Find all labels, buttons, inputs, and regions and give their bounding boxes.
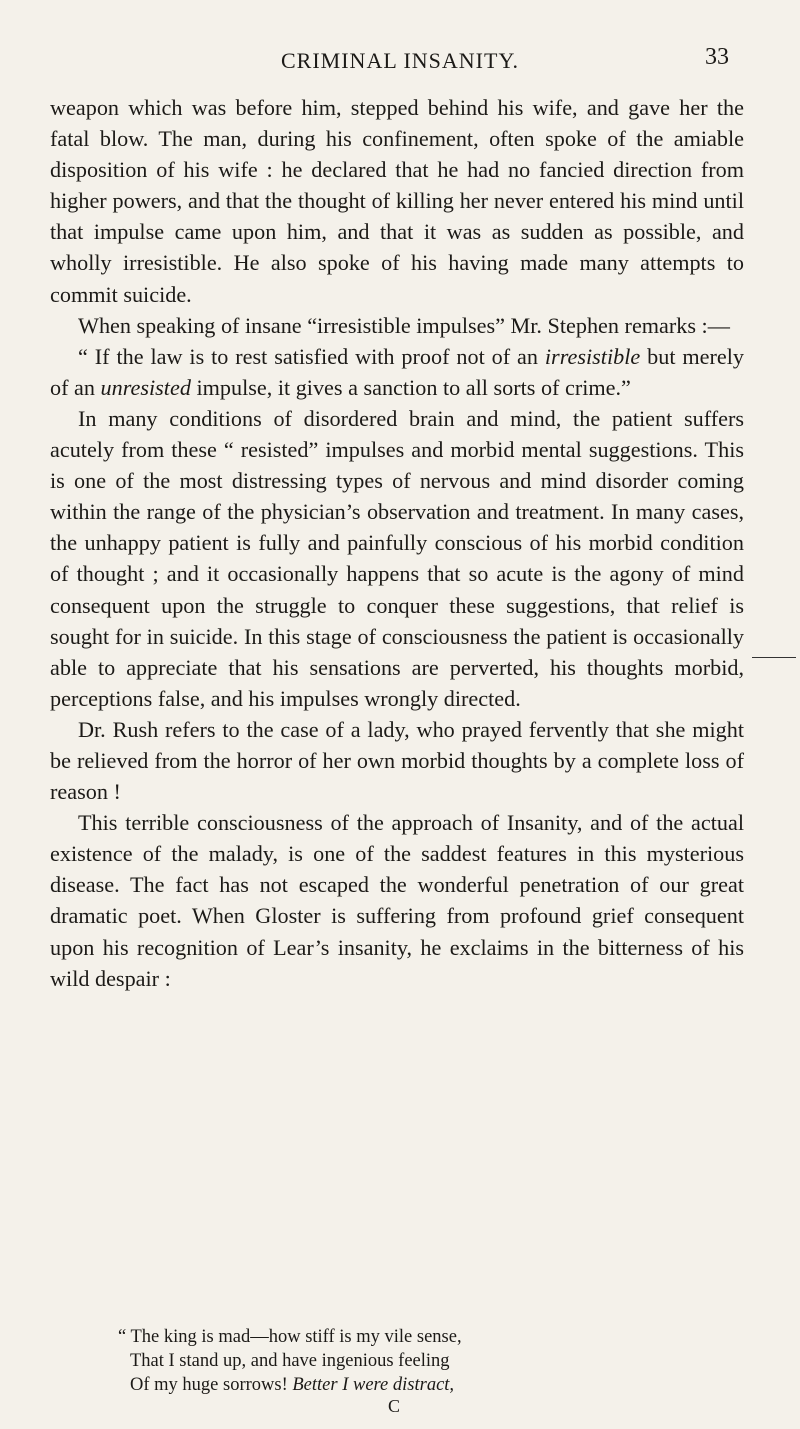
verse-line-3 <box>118 1373 758 1397</box>
page-number: 33 <box>705 44 729 70</box>
margin-mark <box>752 657 796 658</box>
body-text <box>50 92 744 994</box>
verse-line-1: “ The king is mad—how stiff is my vile sense, <box>118 1327 462 1347</box>
paragraph-3-quote <box>50 341 744 403</box>
quote-emphasis-unresisted: unresisted <box>100 374 191 400</box>
verse-line-3-emphasis: Better I were distract, <box>292 1375 455 1395</box>
paragraph-5: Dr. Rush refers to the case of a lady, who prayed fervently that she might be relieved from the horror of her own morbid thoughts by a complete loss of reason ! <box>50 716 744 805</box>
verse-line-2: That I stand up, and have ingenious feeling <box>130 1351 450 1371</box>
quote-text-b: but merely of an <box>50 343 744 400</box>
paragraph-6: This terrible consciousness of the approach of Insanity, and of the actual existence of the malady, is one of the saddest features in this mysterious disease. The fact has not escaped the wonderful penetration of our great dramatic poet. When Gloster is suffering from profound grief consequent upon his recognition of Lear’s insanity, he exclaims in the bitterness of his wild despair : <box>50 810 744 991</box>
verse-line-3-text: Of my huge sorrows! <box>130 1375 293 1395</box>
quote-text-a: “ If the law is to rest satisfied with proof not of an <box>78 343 545 369</box>
signature-mark: C <box>388 1396 401 1416</box>
running-title: CRIMINAL INSANITY. <box>281 48 519 73</box>
paragraph-4: In many conditions of disordered brain and mind, the patient suffers acutely from these “ resisted” impulses and morbid mental suggestions. This is one of the most distressing types of nervous and mind disorder coming within the range of the physician’s observation and treatment. In many cases, the unhappy patient is fully and painfully conscious of his morbid condition of thought ; and it occasionally happens that so acute is the agony of mind consequent upon the struggle to conquer these suggestions, that relief is sought for in suicide. In this stage of consciousness the patient is occasionally able to appreciate that his sensations are perverted, his thoughts morbid, perceptions false, and his impulses wrongly directed. <box>50 405 744 711</box>
paragraph-2: When speaking of insane “irresistible impulses” Mr. Stephen remarks :— <box>78 312 730 338</box>
quote-emphasis-irresistible: irresistible <box>544 343 641 369</box>
quote-text-c: impulse, it gives a sanction to all sorts of crime.” <box>190 374 631 400</box>
verse-quotation <box>118 1325 758 1397</box>
paragraph-1: weapon which was before him, stepped behind his wife, and gave her the fatal blow. The man, during his confinement, often spoke of the amiable disposition of his wife : he declared that he had no fancied direction from higher powers, and that the thought of killing her never entered his mind until that impulse came upon him, and that it was as sudden as possible, and wholly irresistible. He also spoke of his having made many attempts to commit suicide. <box>50 95 744 307</box>
